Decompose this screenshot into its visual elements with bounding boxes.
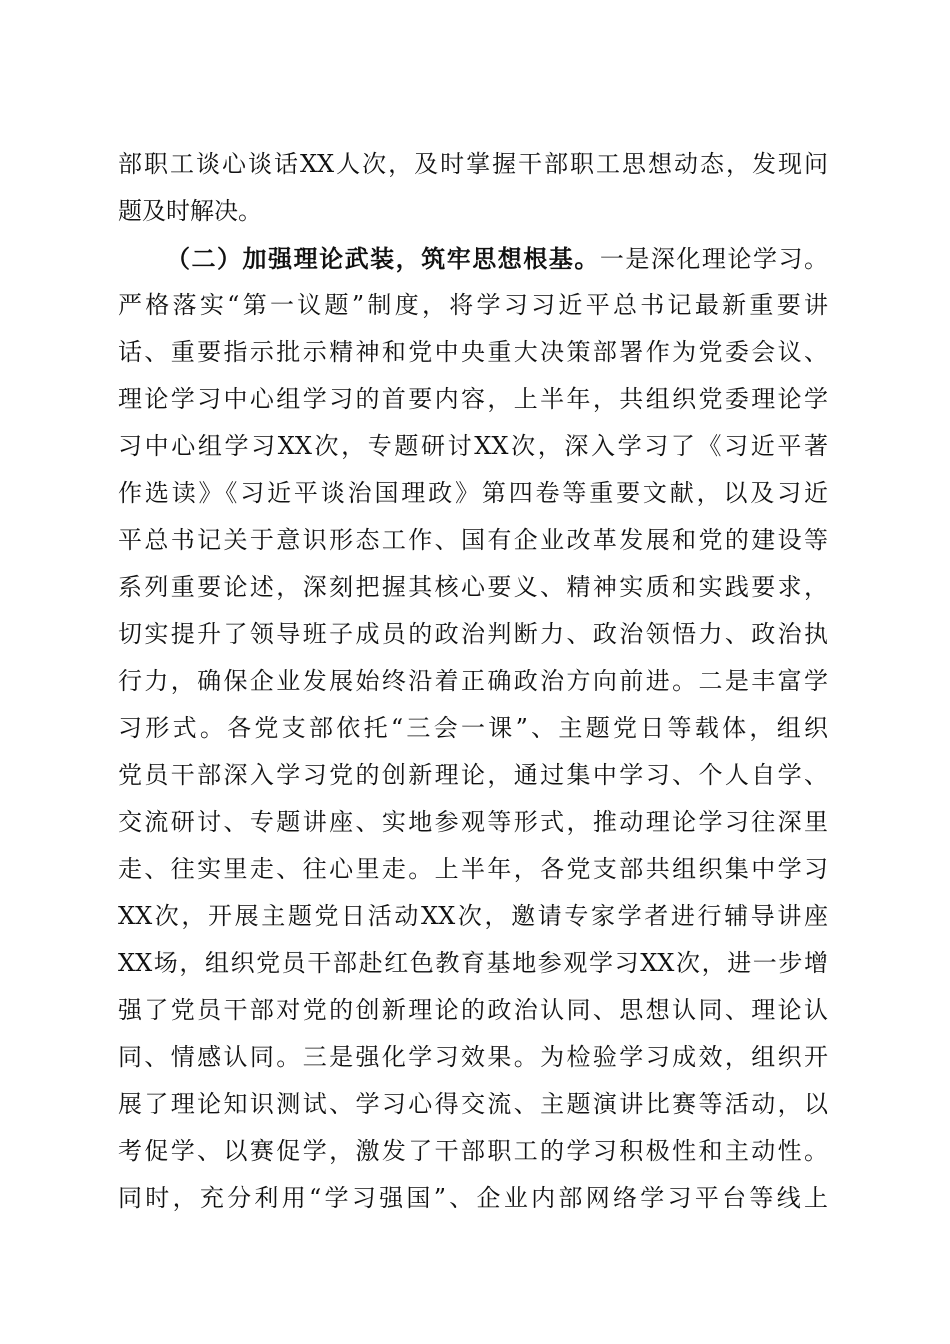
text-line: XX场，组织党员干部赴红色教育基地参观学习XX次，进一步增	[118, 949, 828, 977]
text-line: 强了党员干部对党的创新理论的政治认同、思想认同、理论认	[118, 996, 828, 1024]
body-text	[118, 141, 828, 1222]
text-line: 同时，充分利用“学习强国”、企业内部网络学习平台等线上	[118, 1184, 828, 1212]
text-line: 习中心组学习XX次，专题研讨XX次，深入学习了《习近平著	[118, 432, 828, 460]
text-line: 系列重要论述，深刻把握其核心要义、精神实质和实践要求，	[118, 573, 828, 601]
text-line: 题及时解决。	[118, 197, 262, 225]
section-heading-line	[118, 235, 828, 282]
text-line: 走、往实里走、往心里走。上半年，各党支部共组织集中学习	[118, 855, 828, 883]
text-line: XX次，开展主题党日活动XX次，邀请专家学者进行辅导讲座	[118, 902, 828, 930]
text-line: 同、情感认同。三是强化学习效果。为检验学习成效，组织开	[118, 1043, 828, 1071]
text-span: 一是深化理论学习。	[599, 245, 829, 273]
text-line: 作选读》《习近平谈治国理政》第四卷等重要文献，以及习近	[118, 479, 828, 507]
text-line: 严格落实“第一议题”制度，将学习习近平总书记最新重要讲	[118, 291, 828, 319]
section-heading: （二）加强理论武装，筑牢思想根基。	[166, 244, 600, 273]
text-line: 行力，确保企业发展始终沿着正确政治方向前进。二是丰富学	[118, 667, 828, 695]
text-line: 展了理论知识测试、学习心得交流、主题演讲比赛等活动，以	[118, 1090, 828, 1118]
text-line: 切实提升了领导班子成员的政治判断力、政治领悟力、政治执	[118, 620, 828, 648]
text-line: 理论学习中心组学习的首要内容，上半年，共组织党委理论学	[118, 385, 828, 413]
text-line: 部职工谈心谈话XX人次，及时掌握干部职工思想动态，发现问	[118, 150, 828, 178]
text-line: 习形式。各党支部依托“三会一课”、主题党日等载体，组织	[118, 714, 828, 742]
text-line: 话、重要指示批示精神和党中央重大决策部署作为党委会议、	[118, 338, 828, 366]
text-line: 考促学、以赛促学，激发了干部职工的学习积极性和主动性。	[118, 1137, 828, 1165]
text-line: 党员干部深入学习党的创新理论，通过集中学习、个人自学、	[118, 761, 828, 789]
text-line: 平总书记关于意识形态工作、国有企业改革发展和党的建设等	[118, 526, 828, 554]
text-line: 交流研讨、专题讲座、实地参观等形式，推动理论学习往深里	[118, 808, 828, 836]
